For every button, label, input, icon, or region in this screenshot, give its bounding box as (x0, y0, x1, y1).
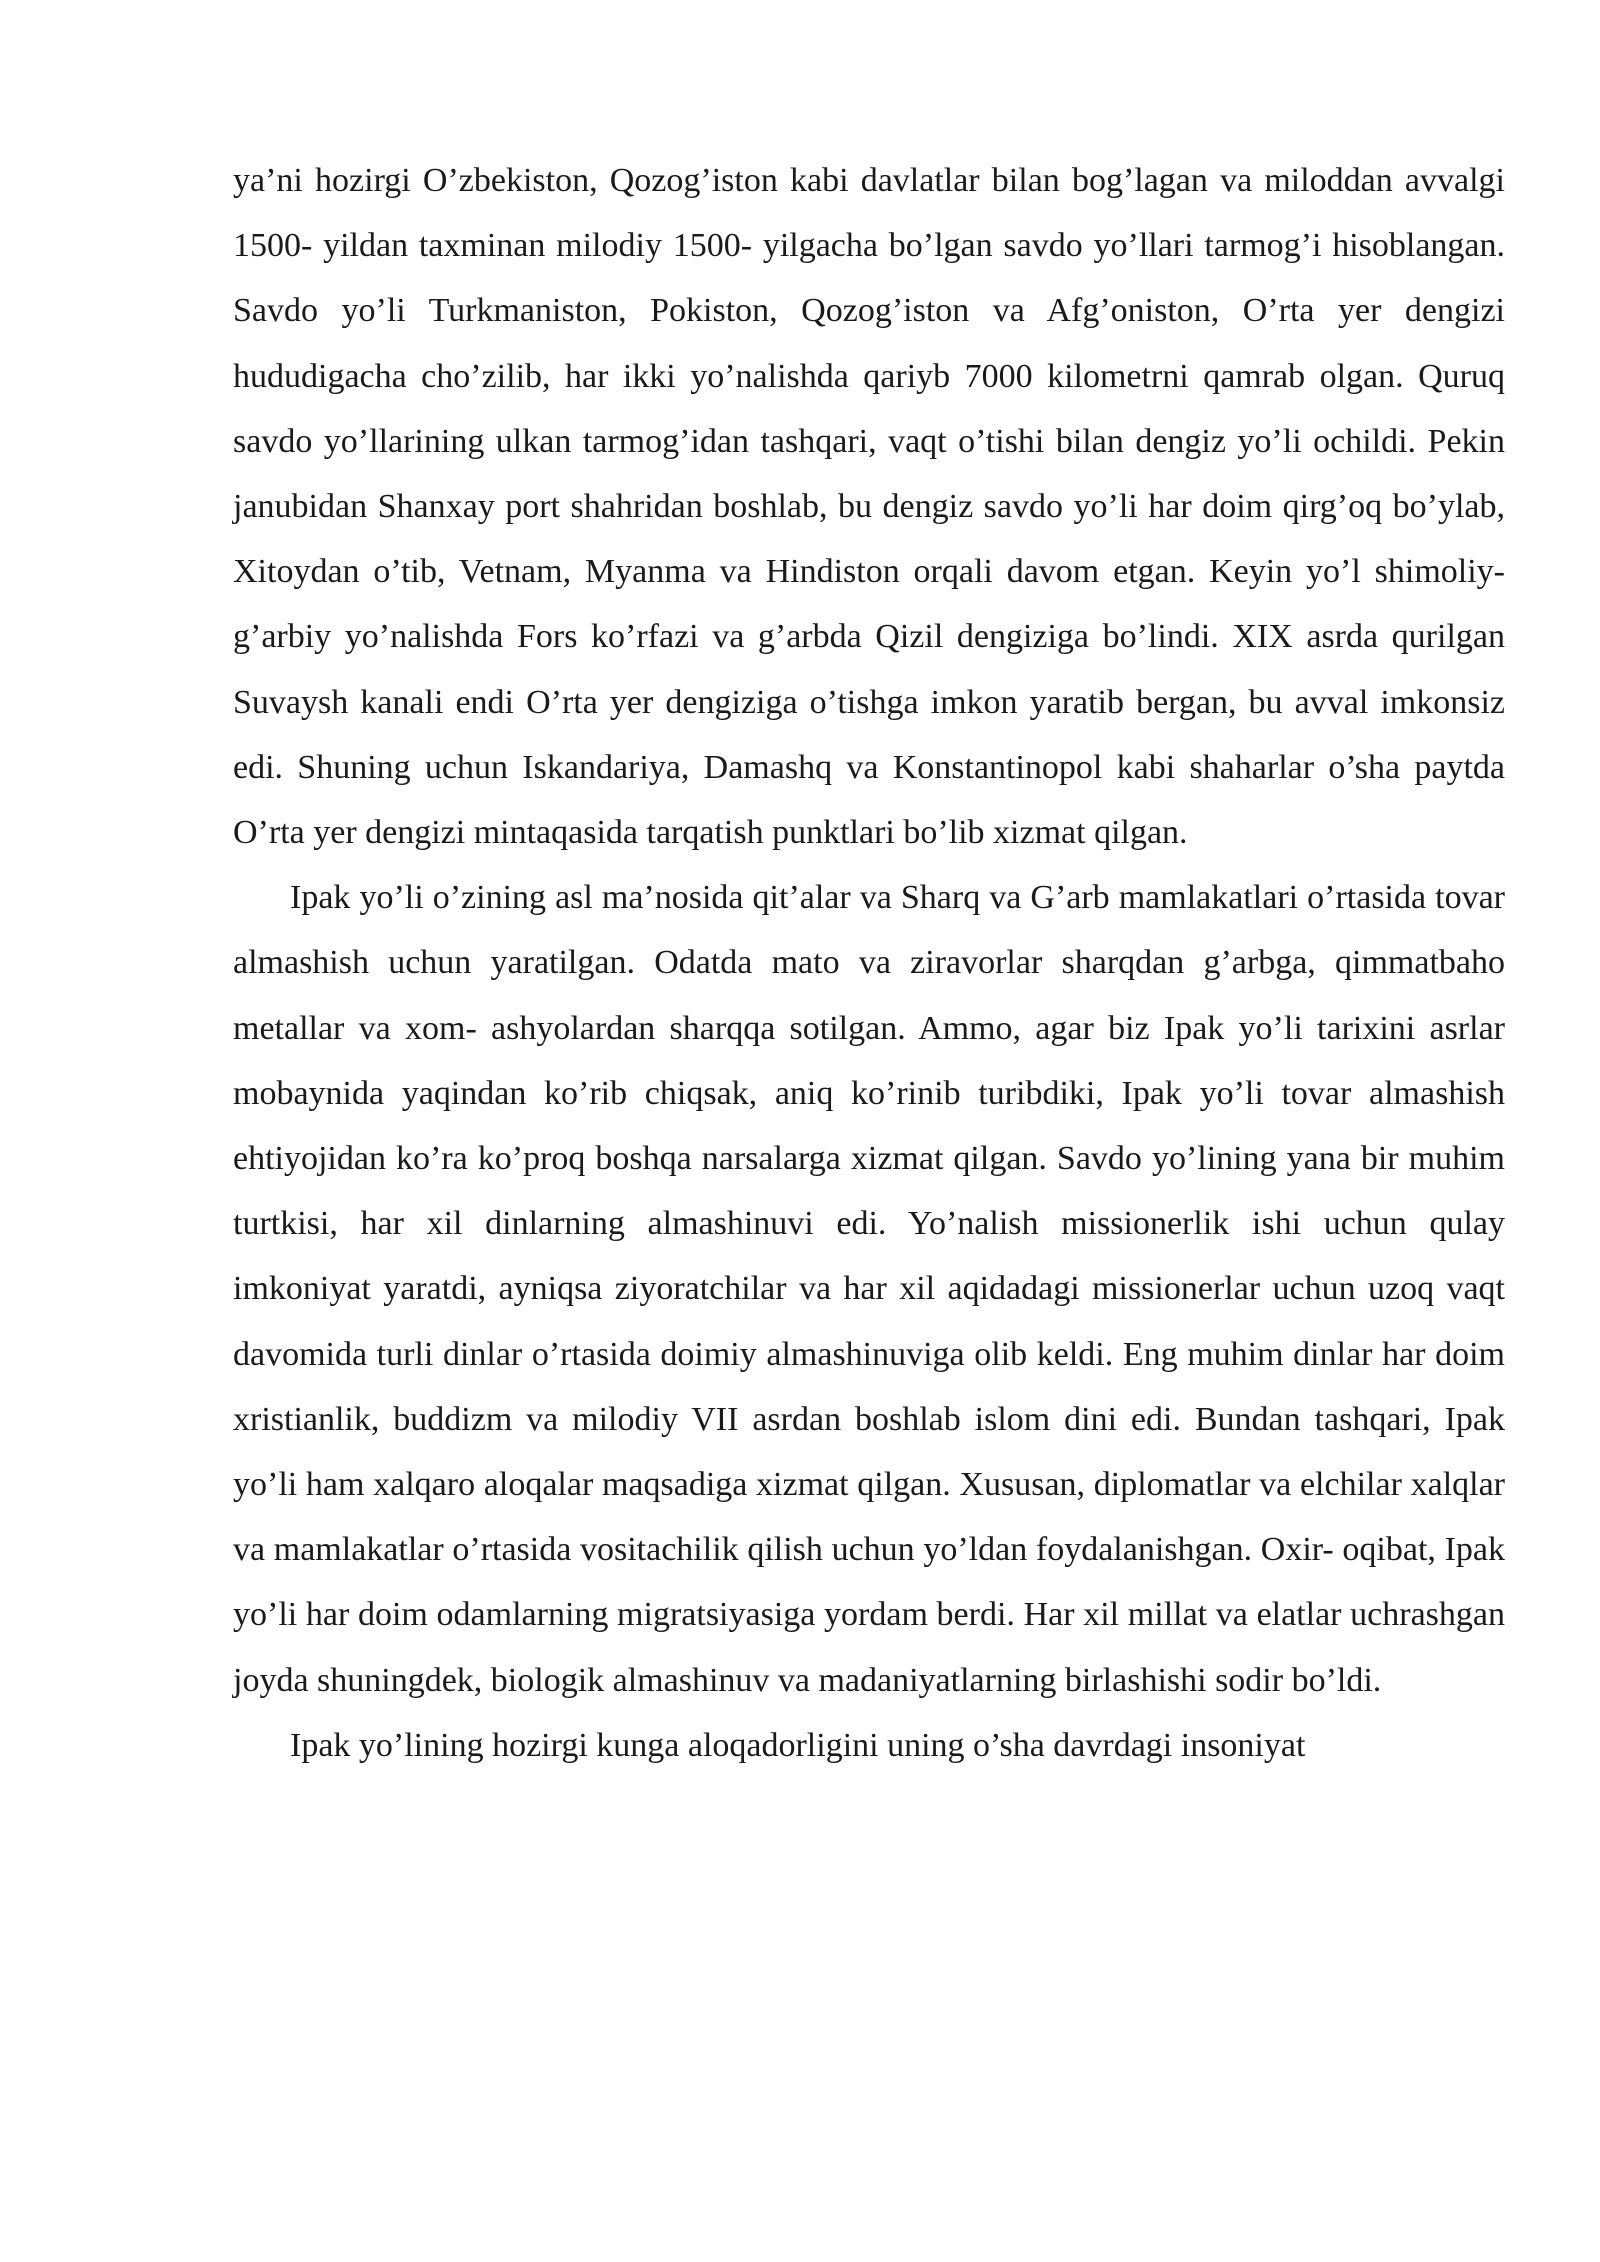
paragraph-1: ya’ni hozirgi O’zbekiston, Qozog’iston kabi davlatlar bilan bog’lagan va miloddan avvalgi 1500- yildan taxminan milodiy 1500- yilgacha bo’lgan savdo yo’llari tarmog’i hisoblangan. Savdo yo’li Turkmaniston, Pokiston, Qozog’iston va Afg’oniston, O’rta yer dengizi hududigacha cho’zilib, har ikki yo’nalishda qariyb 7000 kilometrni qamrab olgan. Quruq savdo yo’llarining ulkan tarmog’idan tashqari, vaqt o’tishi bilan dengiz yo’li ochildi. Pekin janubidan Shanxay port shahridan boshlab, bu dengiz savdo yo’li har doim qirg’oq bo’ylab, Xitoydan o’tib, Vetnam, Myanma va Hindiston orqali davom etgan. Keyin yo’l shimoliy- g’arbiy yo’nalishda Fors ko’rfazi va g’arbda Qizil dengiziga bo’lindi. XIX asrda qurilgan Suvaysh kanali endi O’rta yer dengiziga o’tishga imkon yaratib bergan, bu avval imkonsiz edi. Shuning uchun Iskandariya, Damashq va Konstantinopol kabi shaharlar o’sha paytda O’rta yer dengizi mintaqasida tarqatish punktlari bo’lib xizmat qilgan. (233, 162, 1505, 852)
paragraph-3: Ipak yo’lining hozirgi kunga aloqadorligini uning o’sha davrdagi insoniyat (290, 1726, 1306, 1764)
document-page (233, 148, 1505, 1778)
paragraph-2: Ipak yo’li o’zining asl ma’nosida qit’alar va Sharq va G’arb mamlakatlari o’rtasida tovar almashish uchun yaratilgan. Odatda mato va ziravorlar sharqdan g’arbga, qimmatbaho metallar va xom- ashyolardan sharqqa sotilgan. Ammo, agar biz Ipak yo’li tarixini asrlar mobaynida yaqindan ko’rib chiqsak, aniq ko’rinib turibdiki, Ipak yo’li tovar almashish ehtiyojidan ko’ra ko’proq boshqa narsalarga xizmat qilgan. Savdo yo’lining yana bir muhim turtkisi, har xil dinlarning almashinuvi edi. Yo’nalish missionerlik ishi uchun qulay imkoniyat yaratdi, ayniqsa ziyoratchilar va har xil aqidadagi missionerlar uchun uzoq vaqt davomida turli dinlar o’rtasida doimiy almashinuviga olib keldi. Eng muhim dinlar har doim xristianlik, buddizm va milodiy VII asrdan boshlab islom dini edi. Bundan tashqari, Ipak yo’li ham xalqaro aloqalar maqsadiga xizmat qilgan. Xususan, diplomatlar va elchilar xalqlar va mamlakatlar o’rtasida vositachilik qilish uchun yo’ldan foydalanishgan. Oxir- oqibat, Ipak yo’li har doim odamlarning migratsiyasiga yordam berdi. Har xil millat va elatlar uchrashgan joyda shuningdek, biologik almashinuv va madaniyatlarning birlashishi sodir bo’ldi. (233, 879, 1505, 1699)
